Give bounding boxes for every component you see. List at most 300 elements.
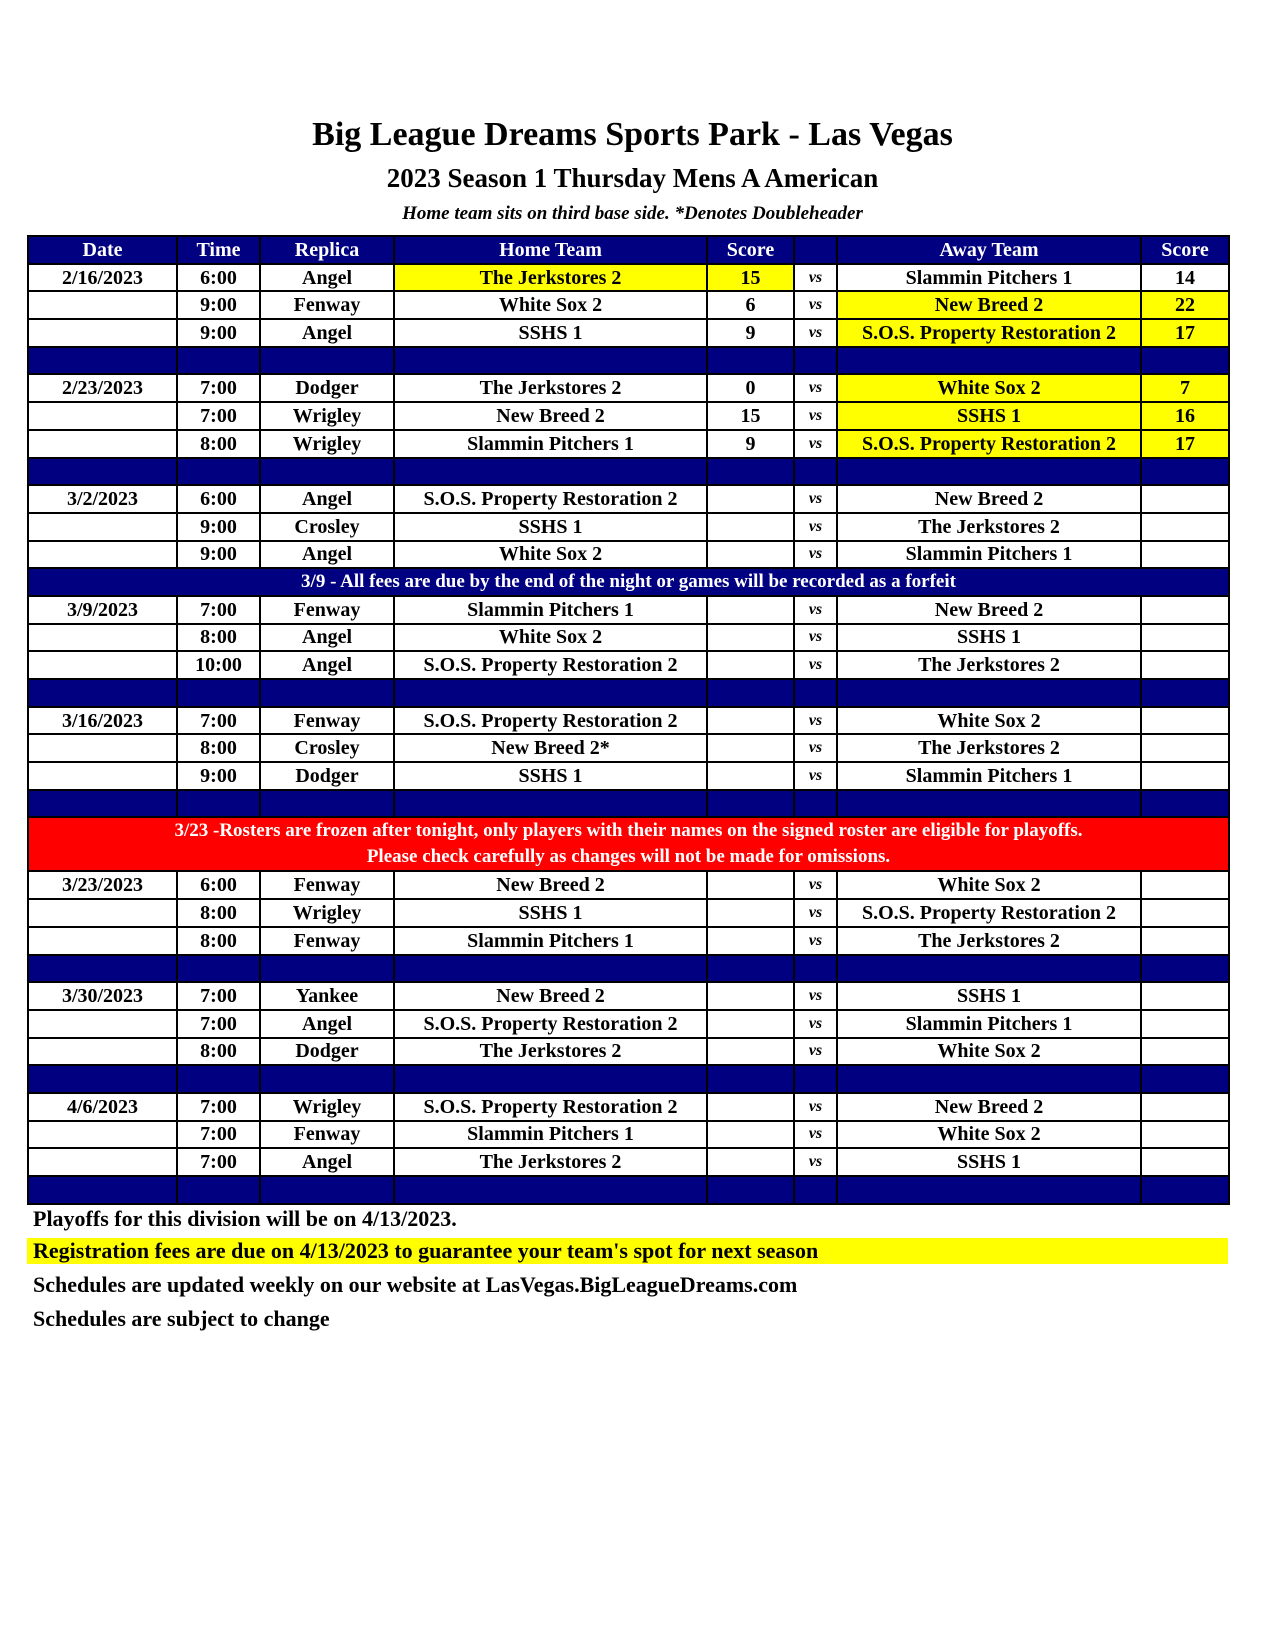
game-replica: Dodger [260,374,394,402]
spacer-cell [394,1176,707,1204]
vs-label: vs [794,734,837,762]
game-time: 8:00 [177,430,260,458]
away-team: Slammin Pitchers 1 [837,541,1141,569]
spacer-cell [394,679,707,707]
spacer-cell [1141,1065,1229,1093]
home-team: New Breed 2 [394,871,707,899]
spacer-cell [28,679,177,707]
game-time: 7:00 [177,1093,260,1121]
away-team: The Jerkstores 2 [837,651,1141,679]
game-replica: Yankee [260,982,394,1010]
vs-label: vs [794,871,837,899]
game-row [28,707,1229,735]
away-team: The Jerkstores 2 [837,927,1141,955]
column-header-home-score: Score [707,236,794,264]
game-date [28,541,177,569]
home-team: S.O.S. Property Restoration 2 [394,651,707,679]
home-score [707,762,794,790]
vs-label: vs [794,1121,837,1149]
game-date [28,319,177,347]
game-date: 2/16/2023 [28,264,177,292]
away-team: White Sox 2 [837,1121,1141,1149]
away-score: 17 [1141,430,1229,458]
spacer-cell [394,347,707,375]
away-team: Slammin Pitchers 1 [837,1010,1141,1038]
spacer-row [28,790,1229,818]
spacer-cell [394,458,707,486]
vs-label: vs [794,1038,837,1066]
vs-label: vs [794,1010,837,1038]
game-replica: Crosley [260,734,394,762]
home-team: White Sox 2 [394,291,707,319]
away-score [1141,596,1229,624]
game-date [28,513,177,541]
game-date [28,1010,177,1038]
game-row [28,624,1229,652]
game-replica: Dodger [260,1038,394,1066]
game-row [28,291,1229,319]
vs-label: vs [794,485,837,513]
home-team: White Sox 2 [394,541,707,569]
home-score [707,485,794,513]
away-team: White Sox 2 [837,871,1141,899]
away-score: 7 [1141,374,1229,402]
game-time: 8:00 [177,1038,260,1066]
spacer-cell [28,347,177,375]
home-score [707,899,794,927]
fees-notice: 3/9 - All fees are due by the end of the night or games will be recorded as a forfeit [28,568,1229,596]
spacer-cell [837,1065,1141,1093]
column-header-home-team: Home Team [394,236,707,264]
game-row [28,430,1229,458]
spacer-cell [707,1176,794,1204]
home-score [707,1010,794,1038]
spacer-cell [707,955,794,983]
spacer-cell [28,1065,177,1093]
game-date: 3/23/2023 [28,871,177,899]
home-team: Slammin Pitchers 1 [394,596,707,624]
game-date: 3/16/2023 [28,707,177,735]
column-header-away-team: Away Team [837,236,1141,264]
home-score: 6 [707,291,794,319]
home-team: New Breed 2 [394,982,707,1010]
game-time: 7:00 [177,596,260,624]
spacer-cell [177,458,260,486]
away-score [1141,734,1229,762]
away-score [1141,1010,1229,1038]
game-time: 8:00 [177,927,260,955]
game-time: 9:00 [177,513,260,541]
game-row [28,485,1229,513]
game-date: 2/23/2023 [28,374,177,402]
spacer-cell [837,679,1141,707]
vs-label: vs [794,319,837,347]
home-score: 15 [707,264,794,292]
home-score [707,541,794,569]
column-header-vs [794,236,837,264]
game-time: 7:00 [177,402,260,430]
home-team: Slammin Pitchers 1 [394,927,707,955]
away-score [1141,624,1229,652]
spacer-cell [28,458,177,486]
column-header-replica: Replica [260,236,394,264]
away-team: The Jerkstores 2 [837,734,1141,762]
spacer-row [28,458,1229,486]
vs-label: vs [794,264,837,292]
home-score: 15 [707,402,794,430]
away-team: Slammin Pitchers 1 [837,762,1141,790]
game-date [28,927,177,955]
spacer-cell [837,458,1141,486]
away-score: 22 [1141,291,1229,319]
game-replica: Angel [260,319,394,347]
spacer-cell [394,1065,707,1093]
spacer-row [28,1065,1229,1093]
vs-label: vs [794,291,837,319]
away-score [1141,1121,1229,1149]
spacer-cell [1141,347,1229,375]
spacer-cell [837,790,1141,818]
spacer-row [28,347,1229,375]
away-team: SSHS 1 [837,1148,1141,1176]
home-score [707,707,794,735]
game-row [28,1038,1229,1066]
spacer-cell [260,790,394,818]
game-row [28,762,1229,790]
game-time: 6:00 [177,485,260,513]
vs-label: vs [794,541,837,569]
game-row [28,513,1229,541]
home-score [707,624,794,652]
game-replica: Fenway [260,927,394,955]
game-row [28,1148,1229,1176]
game-time: 10:00 [177,651,260,679]
vs-label: vs [794,651,837,679]
home-score [707,651,794,679]
column-header-time: Time [177,236,260,264]
spacer-cell [394,790,707,818]
spacer-cell [1141,679,1229,707]
home-score [707,596,794,624]
game-replica: Angel [260,264,394,292]
change-note: Schedules are subject to change [33,1306,330,1331]
away-score: 14 [1141,264,1229,292]
game-date [28,402,177,430]
spacer-cell [794,1065,837,1093]
game-date [28,291,177,319]
home-score [707,734,794,762]
home-team: S.O.S. Property Restoration 2 [394,485,707,513]
spacer-cell [177,347,260,375]
home-team: S.O.S. Property Restoration 2 [394,707,707,735]
spacer-cell [707,790,794,818]
spacer-row [28,1176,1229,1204]
game-date: 3/30/2023 [28,982,177,1010]
spacer-cell [1141,1176,1229,1204]
game-date [28,651,177,679]
spacer-cell [707,1065,794,1093]
away-team: New Breed 2 [837,1093,1141,1121]
spacer-cell [177,1176,260,1204]
game-row [28,899,1229,927]
home-team: SSHS 1 [394,319,707,347]
game-time: 8:00 [177,734,260,762]
game-row [28,1093,1229,1121]
home-team: New Breed 2 [394,402,707,430]
away-score [1141,871,1229,899]
spacer-cell [794,347,837,375]
game-replica: Angel [260,624,394,652]
away-score [1141,1093,1229,1121]
spacer-cell [794,1176,837,1204]
away-team: The Jerkstores 2 [837,513,1141,541]
spacer-cell [794,679,837,707]
away-score [1141,651,1229,679]
away-team: SSHS 1 [837,624,1141,652]
spacer-cell [260,955,394,983]
game-row [28,871,1229,899]
home-team: SSHS 1 [394,899,707,927]
home-score [707,1038,794,1066]
away-score [1141,541,1229,569]
spacer-cell [177,1065,260,1093]
spacer-cell [28,790,177,818]
away-score [1141,707,1229,735]
game-date [28,430,177,458]
spacer-cell [837,1176,1141,1204]
notice-row [28,568,1229,596]
vs-label: vs [794,1148,837,1176]
game-row [28,927,1229,955]
roster-notice [28,817,1229,871]
vs-label: vs [794,402,837,430]
spacer-cell [260,458,394,486]
vs-label: vs [794,927,837,955]
vs-label: vs [794,899,837,927]
spacer-cell [707,347,794,375]
column-header-date: Date [28,236,177,264]
game-replica: Wrigley [260,899,394,927]
home-team: New Breed 2* [394,734,707,762]
spacer-cell [177,955,260,983]
game-date [28,734,177,762]
away-score [1141,899,1229,927]
game-time: 9:00 [177,291,260,319]
away-score [1141,1148,1229,1176]
spacer-cell [28,1176,177,1204]
spacer-cell [707,458,794,486]
game-replica: Fenway [260,596,394,624]
game-row [28,982,1229,1010]
away-score [1141,982,1229,1010]
playoffs-note: Playoffs for this division will be on 4/13/2023. [33,1206,457,1231]
vs-label: vs [794,596,837,624]
game-row [28,1121,1229,1149]
game-date: 4/6/2023 [28,1093,177,1121]
home-team: Slammin Pitchers 1 [394,430,707,458]
away-score [1141,513,1229,541]
header-row [28,236,1229,264]
away-score [1141,927,1229,955]
game-time: 9:00 [177,319,260,347]
game-date [28,1121,177,1149]
away-team: S.O.S. Property Restoration 2 [837,430,1141,458]
game-replica: Wrigley [260,402,394,430]
home-team: SSHS 1 [394,762,707,790]
schedule-table [27,235,1230,1205]
home-team: S.O.S. Property Restoration 2 [394,1010,707,1038]
game-date: 3/2/2023 [28,485,177,513]
game-time: 7:00 [177,374,260,402]
game-time: 7:00 [177,1010,260,1038]
game-row [28,264,1229,292]
game-replica: Dodger [260,762,394,790]
away-team: New Breed 2 [837,596,1141,624]
away-score: 16 [1141,402,1229,430]
home-score: 0 [707,374,794,402]
home-team: The Jerkstores 2 [394,1038,707,1066]
vs-label: vs [794,430,837,458]
spacer-cell [177,679,260,707]
game-replica: Crosley [260,513,394,541]
home-score [707,871,794,899]
away-score: 17 [1141,319,1229,347]
home-team: SSHS 1 [394,513,707,541]
game-replica: Fenway [260,1121,394,1149]
home-team: S.O.S. Property Restoration 2 [394,1093,707,1121]
roster-notice-row [28,817,1229,871]
game-date [28,1038,177,1066]
away-team: SSHS 1 [837,982,1141,1010]
home-team: The Jerkstores 2 [394,264,707,292]
away-team: S.O.S. Property Restoration 2 [837,899,1141,927]
spacer-cell [260,1176,394,1204]
home-team: The Jerkstores 2 [394,374,707,402]
game-time: 9:00 [177,762,260,790]
away-team: White Sox 2 [837,374,1141,402]
spacer-cell [260,347,394,375]
spacer-cell [1141,790,1229,818]
game-row [28,1010,1229,1038]
game-time: 8:00 [177,899,260,927]
game-date [28,899,177,927]
game-time: 8:00 [177,624,260,652]
spacer-cell [1141,955,1229,983]
spacer-cell [177,790,260,818]
roster-notice-line: Please check carefully as changes will not be made for omissions. [366,846,891,868]
page-title: Big League Dreams Sports Park - Las Vegas [312,116,953,153]
game-replica: Fenway [260,707,394,735]
game-date [28,762,177,790]
page-subtitle: 2023 Season 1 Thursday Mens A American [386,163,879,193]
vs-label: vs [794,982,837,1010]
home-score: 9 [707,319,794,347]
game-time: 9:00 [177,541,260,569]
away-team: New Breed 2 [837,485,1141,513]
home-score [707,513,794,541]
spacer-cell [28,955,177,983]
game-replica: Wrigley [260,1093,394,1121]
website-note: Schedules are updated weekly on our website at LasVegas.BigLeagueDreams.com [33,1272,798,1297]
away-score [1141,762,1229,790]
game-time: 6:00 [177,264,260,292]
home-score [707,1148,794,1176]
away-team: SSHS 1 [837,402,1141,430]
home-score [707,1121,794,1149]
spacer-cell [260,1065,394,1093]
roster-notice-line: 3/23 -Rosters are frozen after tonight, only players with their names on the signed roster are eligible for playoffs. [174,820,1083,842]
spacer-cell [837,955,1141,983]
away-team: New Breed 2 [837,291,1141,319]
game-replica: Angel [260,651,394,679]
home-team: The Jerkstores 2 [394,1148,707,1176]
game-row [28,651,1229,679]
game-row [28,596,1229,624]
page-note: Home team sits on third base side. *Denotes Doubleheader [402,203,863,224]
vs-label: vs [794,513,837,541]
away-team: Slammin Pitchers 1 [837,264,1141,292]
game-replica: Fenway [260,291,394,319]
spacer-cell [794,955,837,983]
game-replica: Angel [260,1148,394,1176]
game-replica: Angel [260,1010,394,1038]
spacer-cell [707,679,794,707]
vs-label: vs [794,624,837,652]
home-team: White Sox 2 [394,624,707,652]
game-date: 3/9/2023 [28,596,177,624]
spacer-row [28,955,1229,983]
game-time: 7:00 [177,707,260,735]
away-team: White Sox 2 [837,1038,1141,1066]
home-score [707,1093,794,1121]
spacer-cell [794,790,837,818]
game-time: 6:00 [177,871,260,899]
vs-label: vs [794,1093,837,1121]
spacer-cell [1141,458,1229,486]
vs-label: vs [794,374,837,402]
game-row [28,319,1229,347]
game-replica: Wrigley [260,430,394,458]
column-header-away-score: Score [1141,236,1229,264]
game-row [28,734,1229,762]
game-replica: Angel [260,541,394,569]
away-team: S.O.S. Property Restoration 2 [837,319,1141,347]
away-score [1141,1038,1229,1066]
home-score [707,927,794,955]
game-time: 7:00 [177,1148,260,1176]
spacer-row [28,679,1229,707]
home-score: 9 [707,430,794,458]
registration-note: Registration fees are due on 4/13/2023 to guarantee your team's spot for next season [27,1238,1228,1264]
vs-label: vs [794,707,837,735]
away-team: White Sox 2 [837,707,1141,735]
home-score [707,982,794,1010]
spacer-cell [794,458,837,486]
spacer-cell [394,955,707,983]
game-replica: Angel [260,485,394,513]
game-row [28,374,1229,402]
game-time: 7:00 [177,1121,260,1149]
game-row [28,541,1229,569]
game-row [28,402,1229,430]
game-replica: Fenway [260,871,394,899]
away-score [1141,485,1229,513]
home-team: Slammin Pitchers 1 [394,1121,707,1149]
game-date [28,624,177,652]
spacer-cell [837,347,1141,375]
game-date [28,1148,177,1176]
vs-label: vs [794,762,837,790]
